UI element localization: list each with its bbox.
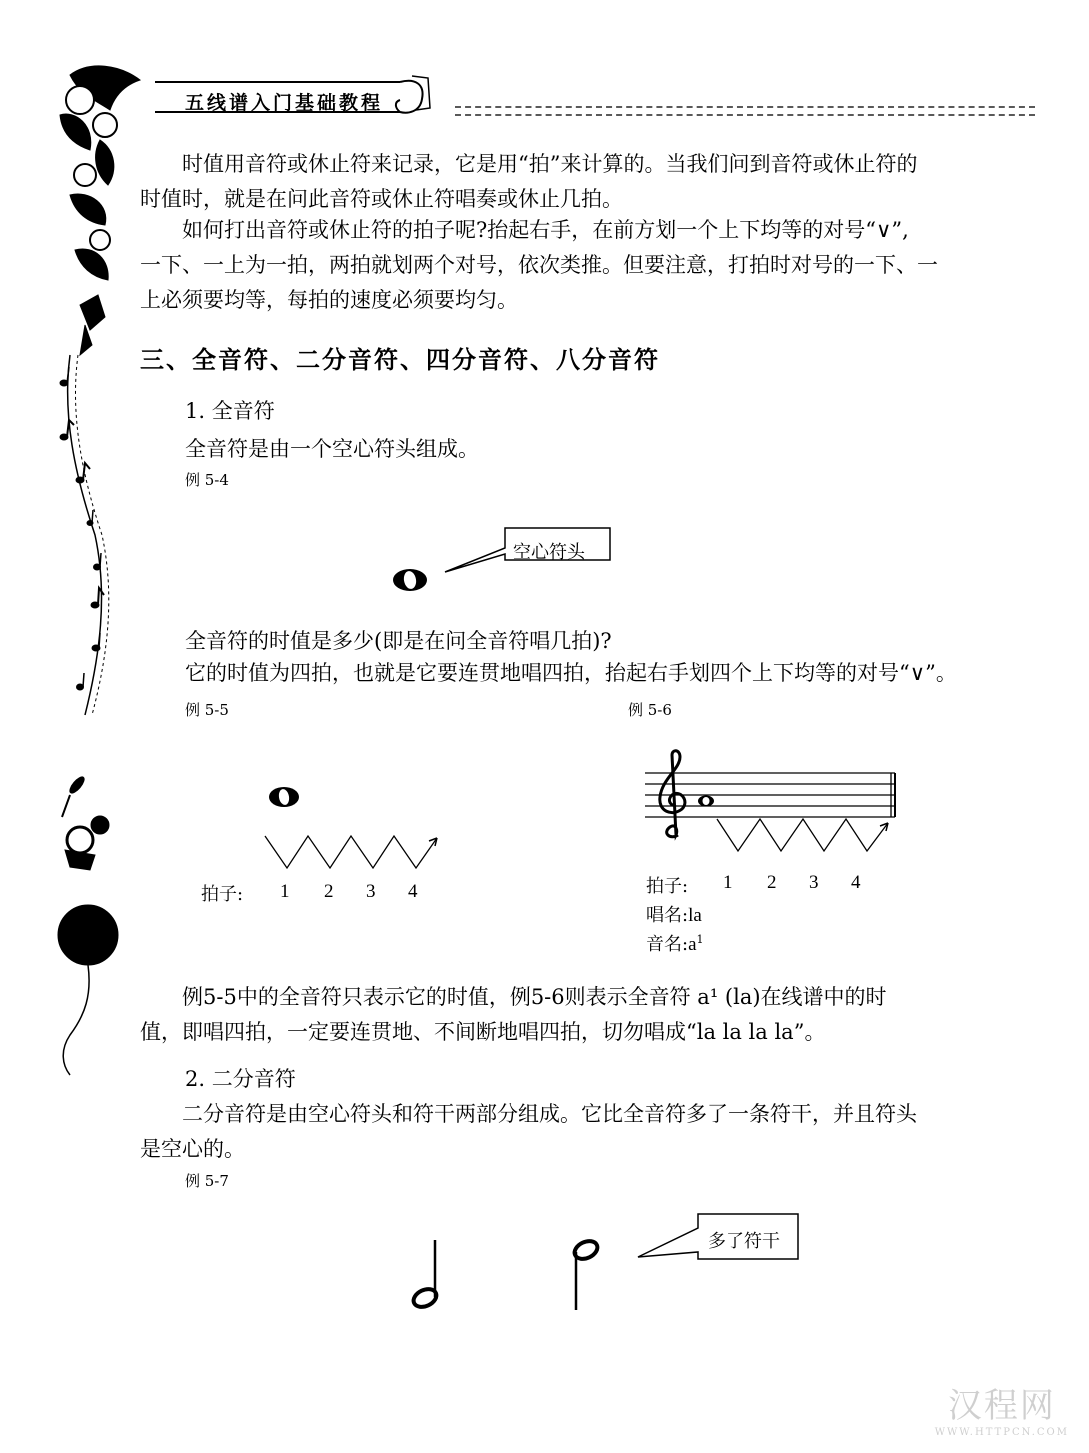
section-heading: 三、全音符、二分音符、四分音符、八分音符 xyxy=(140,346,660,374)
watermark-brand: 汉程网 xyxy=(947,1386,1056,1426)
beat-number: 2 xyxy=(324,881,334,902)
watermark xyxy=(935,1378,1069,1438)
example-5-5-label: 例 5-5 xyxy=(185,701,229,719)
example-5-7-figure xyxy=(390,1200,810,1315)
half-note-stem-up xyxy=(411,1240,440,1310)
text-line: 例5-5中的全音符只表示它的时值，例5-6则表示全音符 a¹ (la)在线谱中的时 xyxy=(182,985,887,1009)
beat-zigzag xyxy=(265,836,437,868)
beat-label: 拍子: xyxy=(201,884,244,905)
subheading-half-note: 2. 二分音符 xyxy=(185,1067,296,1091)
beat-number: 1 xyxy=(280,881,290,902)
beat-number: 4 xyxy=(851,872,861,893)
text-line: 二分音符是由空心符头和符干两部分组成。它比全音符多了一条符干，并且符头 xyxy=(182,1102,917,1126)
subheading-whole-note: 1. 全音符 xyxy=(185,399,275,423)
intro-paragraph-2 xyxy=(140,213,1035,318)
example-5-5-figure xyxy=(190,770,460,880)
example-5-4-figure xyxy=(380,520,630,600)
text-line: 一下、一上为一拍，两拍就划两个对号，依次类推。但要注意，打拍时对号的一下、一 xyxy=(140,253,938,277)
text-line: 如何打出音符或休止符的拍子呢?抬起右手，在前方划一个上下均等的对号“∨”, xyxy=(182,218,909,242)
treble-clef-icon xyxy=(660,751,685,837)
text-line: 值，即唱四拍，一定要连贯地、不间断地唱四拍，切勿唱成“la la la la”。 xyxy=(140,1020,826,1044)
arrow-head-icon xyxy=(880,823,888,831)
beat-label: 拍子: xyxy=(646,876,689,897)
whole-note-answer: 它的时值为四拍，也就是它要连贯地唱四拍，抬起右手划四个上下均等的对号“∨”。 xyxy=(185,661,957,685)
text-line: 时值用音符或休止符来记录，它是用“拍”来计算的。当我们问到音符或休止符的 xyxy=(182,152,918,176)
beat-number: 3 xyxy=(366,881,376,902)
intro-paragraph-1 xyxy=(140,147,1035,217)
text-line: 上必须要均等，每拍的速度必须要均匀。 xyxy=(140,288,518,312)
pitch-label: 音名: xyxy=(646,934,689,955)
callout-hollow-notehead: 空心符头 xyxy=(513,542,585,563)
half-note-stem-down xyxy=(572,1238,601,1310)
example-5-6-figure xyxy=(640,745,910,865)
solfege-label: 唱名: xyxy=(646,905,689,926)
whole-note-glyph xyxy=(269,787,299,807)
solfege-row xyxy=(646,901,702,927)
whole-note-glyph xyxy=(393,569,427,591)
watermark-url: WWW.HTTPCN.COM xyxy=(934,1427,1069,1438)
whole-note-question: 全音符的时值是多少(即是在问全音符唱几拍)? xyxy=(185,629,612,653)
whole-note-definition: 全音符是由一个空心符头组成。 xyxy=(185,437,479,461)
header-dashed-rule xyxy=(455,106,1035,116)
half-note-definition xyxy=(140,1097,1035,1167)
beat-number: 3 xyxy=(809,872,819,893)
example-5-4-label: 例 5-4 xyxy=(185,471,229,489)
whole-note-explanation xyxy=(140,980,1035,1050)
beat-number: 4 xyxy=(408,881,418,902)
whole-note-a1 xyxy=(698,796,714,807)
beat-zigzag xyxy=(717,819,888,851)
text-line: 是空心的。 xyxy=(140,1137,245,1161)
pitch-row xyxy=(646,930,704,956)
example-5-6-label: 例 5-6 xyxy=(628,701,672,719)
pitch-value: a xyxy=(688,934,697,955)
beat-number: 1 xyxy=(723,872,733,893)
beat-number: 2 xyxy=(767,872,777,893)
text-line: 时值时，就是在问此音符或休止符唱奏或休止几拍。 xyxy=(140,187,623,211)
callout-extra-stem: 多了符干 xyxy=(708,1231,780,1252)
book-title: 五线谱入门基础教程 xyxy=(185,92,384,114)
solfege-value: la xyxy=(688,905,702,926)
example-5-7-label: 例 5-7 xyxy=(185,1172,229,1190)
floral-border-decoration xyxy=(0,55,160,1105)
pitch-octave: 1 xyxy=(696,933,704,946)
